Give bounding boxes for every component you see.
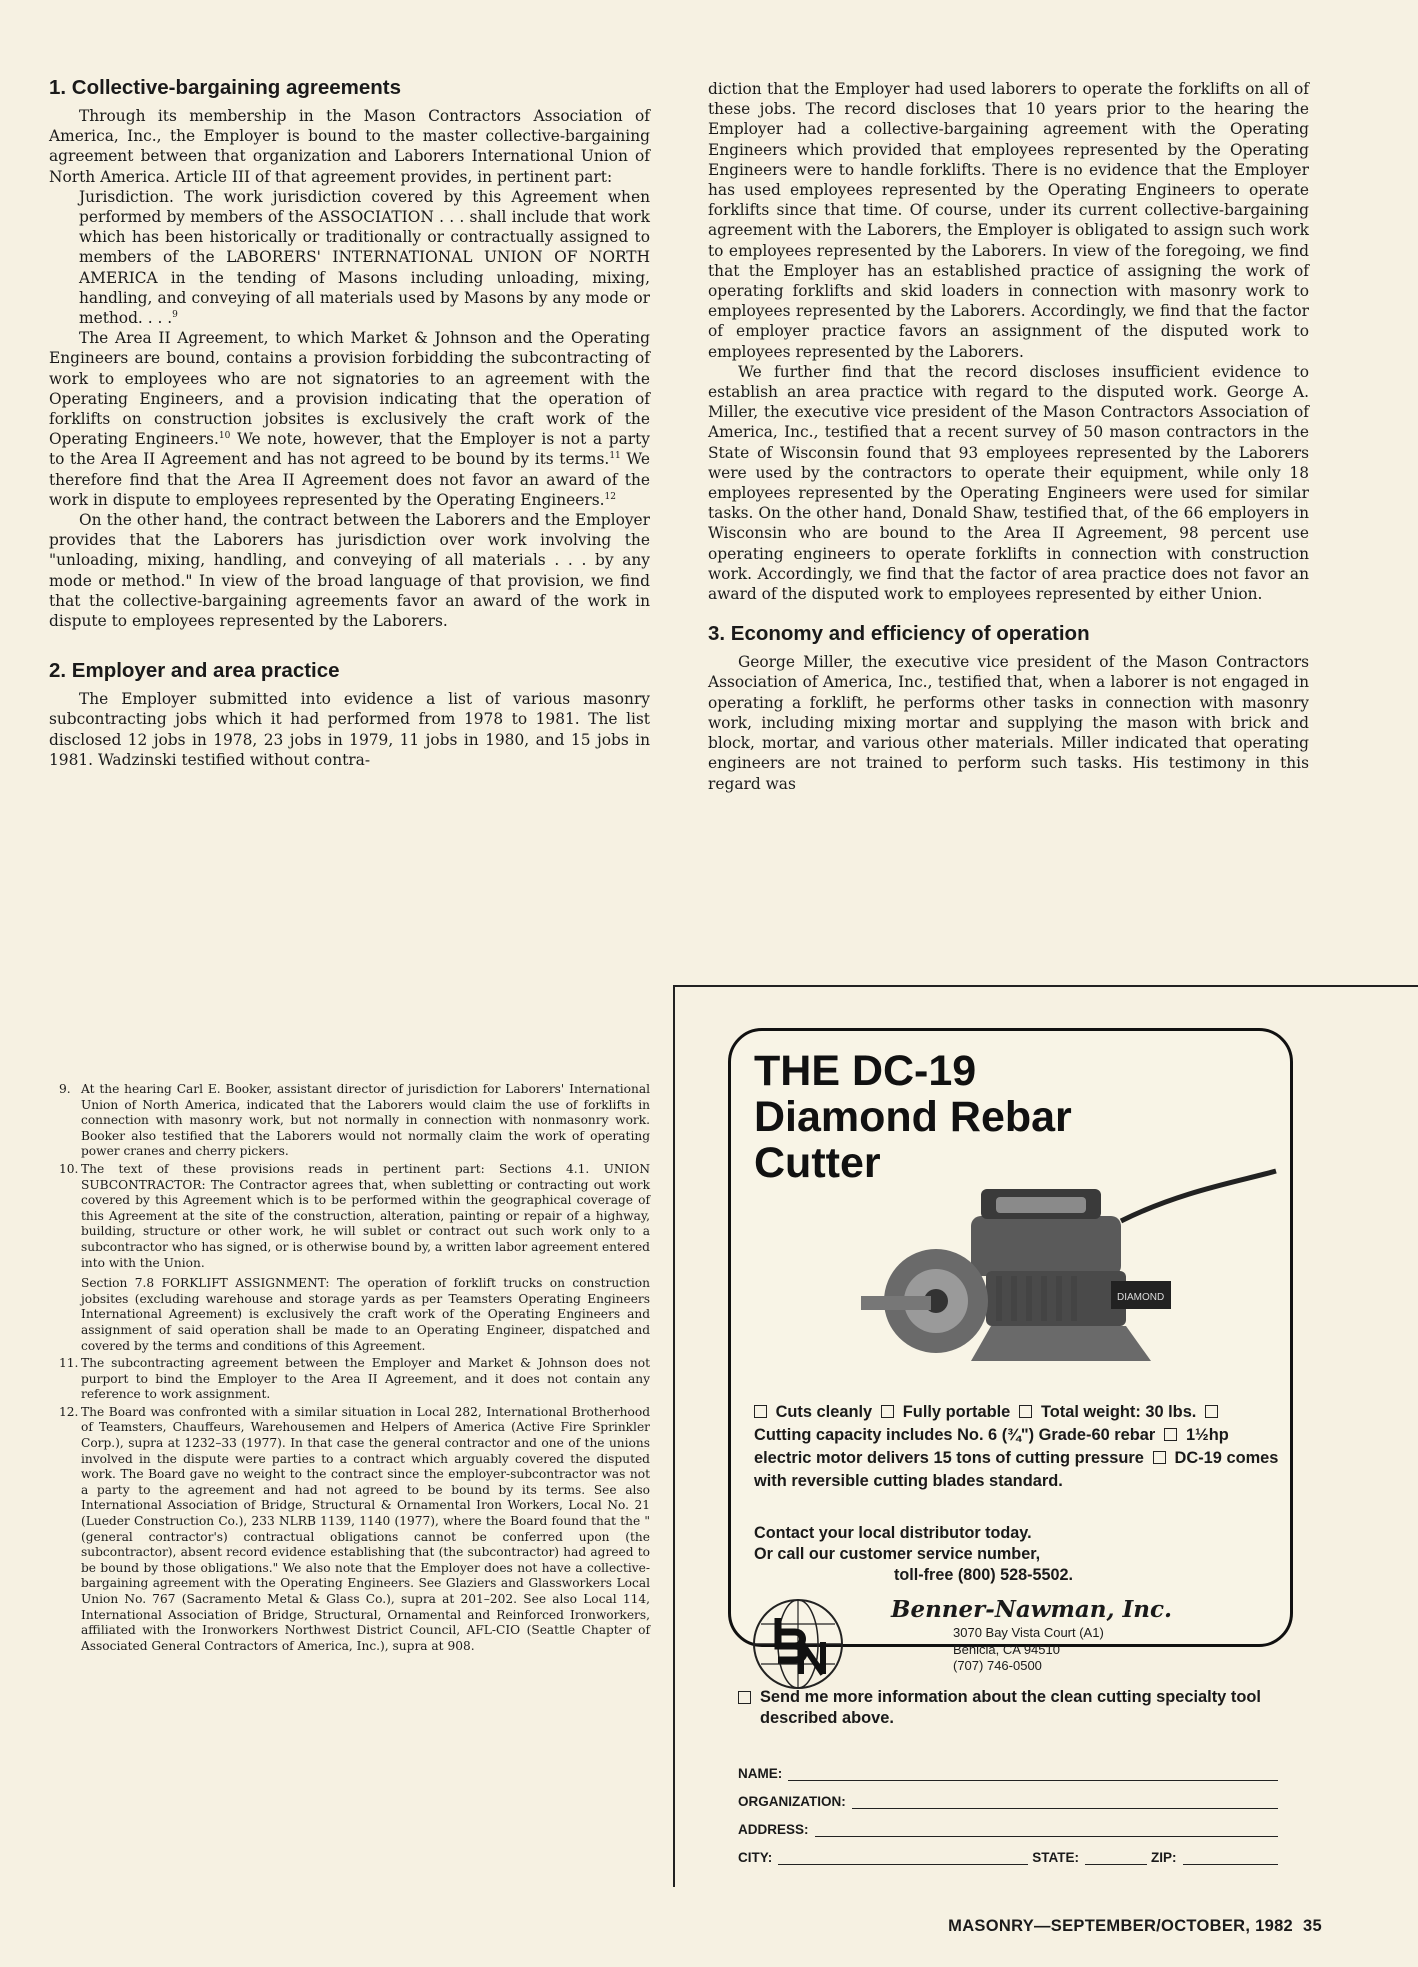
phone-number: toll-free (800) 528-5502. (894, 1566, 1074, 1584)
advertisement (673, 985, 1418, 1887)
page-footer (948, 1917, 1322, 1936)
paragraph-2a: The Area II Agreement, to which Market & Johnson and the Operating Engineers are bound, contains a provision forbidding the subcontracting of work to employees who are not signatories to an agreement with the Operating Engineers, and a provision indicating that the operation of forklifts on construction jobsites is exclusively the craft work of the Operating Engineers. (49, 329, 650, 449)
left-column (49, 76, 650, 770)
checkbox-icon (1153, 1451, 1166, 1464)
ad-title-line-1: THE DC-19 (754, 1047, 977, 1095)
section1-heading: 1. Collective-bargaining agreements (49, 76, 402, 99)
address-field[interactable]: ADDRESS: (738, 1809, 1278, 1837)
footnote-ref-10: 10 (218, 431, 231, 442)
section2-heading: 2. Employer and area practice (49, 659, 340, 683)
ad-title-line-3: Cutter (754, 1139, 881, 1187)
organization-field[interactable]: ORGANIZATION: (738, 1781, 1278, 1809)
section1-paragraph-3: On the other hand, the contract between the Laborers and the Employer provides that the Laborers has jurisdiction over work involving the "unloading, mixing, handling, and conveying of all materials . . . by any mode or method." In view of the broad language of that provision, we find that the collective-bargaining agreements favor an award of the work in dispute to employees represented by the Laborers. (49, 511, 650, 631)
state-line[interactable] (1085, 1850, 1147, 1865)
checkbox-icon (1164, 1428, 1177, 1441)
section1-quote (79, 187, 650, 328)
footnote-10: 10. The text of these provisions reads in pertinent part: Sections 4.1. UNION SUBCONTRACTOR: The Contractor agrees that, when subletting or contracting out work covered by this Agreement which is to be performed within the geographical coverage of this Agreement at the site of the construction, alteration, painting or repair of a highway, building, structure or other work, he will sublet or contract out such work only to a subcontractor who has signed, or is otherwise bound by, a written labor agreement entered into with the Union. (59, 1161, 650, 1270)
quote-text: Jurisdiction. The work jurisdiction covered by this Agreement when performed by members of the ASSOCIATION . . . shall include that work which has been historically or traditionally or contractually assigned to members of the LABORERS' INTERNATIONAL UNION OF NORTH AMERICA in the tending of Masons including unloading, mixing, handling, and conveying of all materials used by Masons by any mode or method. . . . (79, 187, 650, 328)
ad-title-line-2: Diamond Rebar (754, 1093, 1072, 1141)
checkbox-icon (881, 1405, 894, 1418)
coupon (738, 1687, 1278, 1865)
checkbox-icon[interactable] (738, 1691, 751, 1704)
rebar-cutter-image (821, 1161, 1281, 1391)
globe-logo-icon (743, 1596, 853, 1692)
continued-paragraph: diction that the Employer had used laborers to operate the forklifts on all of these jobs. The record discloses that 10 years prior to the hearing the Employer had a collective-bargaining agreement with the Operating Engineers which provided that employees represented by the Operating Engineers were to handle forklifts. There is no evidence that the Employer has used employees represented by the Operating Engineers to operate forklifts since that time. Of course, under its current collective-bargaining agreement with the Laborers, the Employer is obligated to assign such work to employees represented by the Laborers. In view of the foregoing, we find that the Employer has an established practice of assigning the work of operating forklifts and skid loaders in connection with masonry work to employees represented by the Laborers. Accordingly, we find that the factor of employer practice favors an assignment of the disputed work to employees represented by the Laborers. (708, 80, 1309, 361)
name-field[interactable]: NAME: (738, 1753, 1278, 1781)
section3-paragraph-1: George Miller, the executive vice president of the Mason Contractors Association of America, Inc., testified that, when a laborer is not engaged in operating a forklift, he performs other tasks in connection with masonry work, including mixing mortar and supplying the mason with brick and block, mortar, and various other materials. Miller indicated that operating engineers are not trained to perform such tasks. His testimony in this regard was (708, 653, 1309, 793)
footnote-ref-9: 9 (172, 309, 178, 320)
checkbox-icon (1019, 1405, 1032, 1418)
company-address: 3070 Bay Vista Court (A1) Benicia, CA 94510 (707) 746-0500 (953, 1625, 1104, 1673)
company-name: Benner-Nawman, Inc. (891, 1596, 1173, 1623)
area-practice-paragraph: We further find that the record discloses insufficient evidence to establish an area practice with regard to the disputed work. George A. Miller, the executive vice president of the Mason Contractors Association of America, Inc., testified that a recent survey of 50 mason contractors in the State of Wisconsin found that 93 employees represented by the Laborers were used by the contractors to operate their equipment, while only 18 employees represented by the Operating Engineers were used for similar tasks. On the other hand, Donald Shaw, testified that, of the 66 employers in Wisconsin who are bound to the Area II Agreement, 98 percent use operating engineers to operate forklifts in connection with construction work. Accordingly, we find that the factor of area practice does not favor an award of the disputed work to employees represented by either Union. (708, 362, 1309, 604)
city-line[interactable] (778, 1850, 1028, 1865)
paragraph-2b: We note, however, that the Employer is not a party to the Area II Agreement and has not agreed to be bound by its terms. (49, 430, 651, 469)
footnote-9: 9. At the hearing Carl E. Booker, assistant director of jurisdiction for Laborers' International Union of North America, indicated that the Laborers would claim the use of forklifts in connection with masonry work, but not normally in connection with nonmasonry work. Booker also testified that the Laborers would not normally claim the work of operating power cranes and cherry pickers. (59, 1082, 650, 1159)
checkbox-icon (754, 1405, 767, 1418)
zip-line[interactable] (1183, 1850, 1279, 1865)
footnotes (49, 1082, 650, 1656)
coupon-form (738, 1753, 1278, 1865)
coupon-checkbox[interactable]: Send me more information about the clean cutting specialty tool described above. (738, 1687, 1278, 1729)
address-line[interactable] (815, 1822, 1278, 1837)
section1-paragraph-1: Through its membership in the Mason Contractors Association of America, Inc., the Employer is bound to the master collective-bargaining agreement between that organization and Laborers International Union of North America. Article III of that agreement provides, in pertinent part: (49, 107, 650, 186)
section1-paragraph-2 (49, 328, 650, 510)
ad-box (728, 1028, 1293, 1673)
section2-paragraph-1: The Employer submitted into evidence a list of various masonry subcontracting jobs which it had performed from 1978 to 1981. The list disclosed 12 jobs in 1978, 23 jobs in 1979, 11 jobs in 1980, and 15 jobs in 1981. Wadzinski testified without contra- (49, 690, 650, 769)
publication-name: MASONRY—SEPTEMBER/OCTOBER, 1982 (948, 1917, 1294, 1935)
organization-line[interactable] (852, 1794, 1278, 1809)
paragraph-2c: We therefore find that the Area II Agreement does not favor an award of the work in dispute to employees represented by the Operating Engineers. (49, 450, 650, 509)
checkbox-icon (1205, 1405, 1218, 1418)
footnote-ref-12: 12 (604, 491, 616, 502)
city-state-zip-field[interactable]: CITY: STATE: ZIP: (738, 1837, 1278, 1865)
footnote-ref-11: 11 (609, 451, 621, 462)
right-column (708, 79, 1309, 794)
tool-label: DIAMOND (1117, 1292, 1165, 1303)
footnote-12: 12. The Board was confronted with a similar situation in Local 282, International Brotherhood of Teamsters, Chauffeurs, Warehousemen and Helpers of America (Active Fire Sprinkler Corp.), supra at 1232–33 (1977). In that case the general contractor and one of the unions involved in the dispute were parties to a contract which arguably covered the disputed work. The Board gave no weight to the contract since the employer-subcontractor was not a party to the agreement and had not agreed to be bound by its terms. See also International Association of Bridge, Structural & Ornamental Iron Workers, Local No. 21 (Lueder Construction Co.), 233 NLRB 1139, 1140 (1977), where the Board found that the "(general contractor's) contractual obligations cannot be conferred upon (the subcontractor), absent record evidence establishing that (the subcontractor) had agreed to be bound by those obligations." We also note that the Employer does not have a collective-bargaining agreement with the Operating Engineers. See Glaziers and Glassworkers Local Union No. 767 (Sacramento Metal & Glass Co.), supra at 201–202. See also Local 114, International Association of Bridge, Structural, Ornamental and Reinforced Ironworkers, affiliated with the Ironworkers Northwest District Council, AFL-CIO (Seattle Chapter of Associated General Contractors of America, Inc.), supra at 908. (59, 1404, 650, 1653)
footnote-10-continued: Section 7.8 FORKLIFT ASSIGNMENT: The operation of forklift trucks on construction jobsites (excluding warehouse and storage yards as per Teamsters Operating Engineers International Agreement) is exclusively the craft work of the Operating Engineers and assignment of said operation shall be made to an Operating Engineer, dispatched and covered by the terms and conditions of this Agreement. (81, 1276, 650, 1353)
ad-contact: Contact your local distributor today. Or call our customer service number, toll-free (800) 528-5502. (754, 1523, 1274, 1586)
page-number: 35 (1303, 1917, 1322, 1935)
ad-features: Cuts cleanly Fully portable Total weight: 30 lbs. Cutting capacity includes No. 6 (¾") Grade-60 rebar 1½hp electric motor delivers 15 tons of cutting pressure DC-19 comes with reversible cutting blades standard. (754, 1403, 1279, 1490)
footnote-11: 11. The subcontracting agreement between the Employer and Market & Johnson does not purport to bind the Employer to the Area II Agreement, and it does not contain any reference to work assignment. (59, 1356, 650, 1402)
section3-heading: 3. Economy and efficiency of operation (708, 622, 1090, 646)
name-line[interactable] (788, 1766, 1278, 1781)
